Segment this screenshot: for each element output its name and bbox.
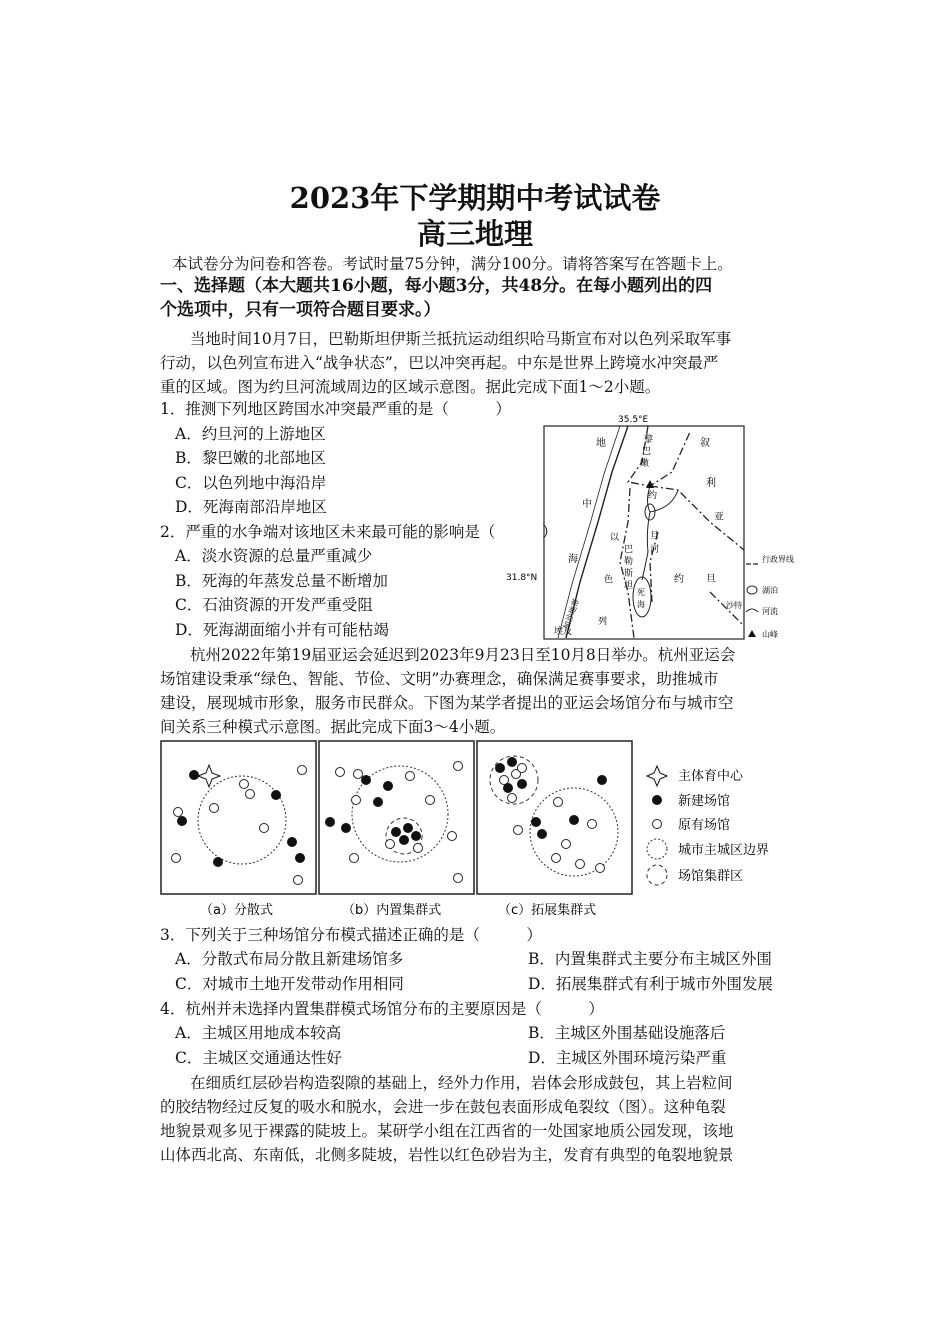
label-li: 利	[706, 478, 716, 489]
panel-b-new-venues	[325, 775, 421, 845]
label-ba: 巴	[642, 447, 652, 457]
q2-stem: 2．严重的水争端对该地区未来最可能的影响是（ ）	[160, 523, 558, 541]
passage2-line4: 间关系三种模式示意图。据此完成下面3～4小题。	[160, 718, 506, 736]
legend-main-center-label: 主体育中心	[678, 769, 744, 784]
q4-option-c: C．主城区交通通达性好	[175, 1049, 342, 1067]
label-ba2: 巴	[624, 545, 634, 555]
legend-new-venue-icon	[652, 795, 662, 805]
border-lebanon	[628, 426, 690, 486]
legend-cluster-icon	[647, 865, 667, 885]
passage1-line1: 当地时间10月7日，巴勒斯坦伊斯兰抵抗运动组织哈马斯宣布对以色列采取军事	[190, 330, 732, 348]
coastline-inner	[558, 426, 620, 638]
label-dan: 旦	[650, 531, 660, 541]
passage3-line2: 的胶结物经过反复的吸水和脱水，会进一步在鼓包表面形成龟裂纹（图）。这种龟裂	[160, 1098, 726, 1116]
passage2-line1: 杭州2022年第19届亚运会延迟到2023年9月23日至10月8日举办。杭州亚运会	[190, 646, 736, 664]
label-saudi: 沙特	[726, 601, 742, 610]
legend-border-label: 行政界线	[762, 555, 794, 564]
q4-option-a: A．主城区用地成本较高	[175, 1024, 342, 1042]
legend-old-venue-label: 原有场馆	[678, 818, 731, 833]
q1-option-c: C．以色列地中海沿岸	[175, 474, 327, 492]
legend-peak-label: 山峰	[762, 630, 778, 639]
passage1-line3: 重的区域。图为约旦河流域周边的区域示意图。据此完成下面1～2小题。	[160, 378, 661, 396]
exam-title: 2023年下学期期中考试试卷	[289, 181, 661, 215]
lon-label: 35.5°E	[618, 415, 649, 425]
q4-option-d: D．主城区外围环境污染严重	[528, 1049, 727, 1067]
caption-b: （b）内置集群式	[342, 903, 442, 918]
exam-subject: 高三地理	[416, 217, 533, 251]
q2-option-d: D．死海湖面缩小并有可能枯竭	[175, 621, 389, 639]
stadium-modes-figure	[160, 740, 800, 920]
q1-option-d: D．死海南部沿岸地区	[175, 498, 327, 516]
q4-option-b: B．主城区外围基础设施落后	[528, 1024, 726, 1042]
passage3-line4: 山体西北高、东南低，北侧多陡坡，岩性以红色砂岩为主，发育有典型的龟裂地貌景	[160, 1146, 734, 1164]
label-gaza: 加沙地带	[561, 597, 582, 631]
legend-city-boundary-label: 城市主城区边界	[678, 843, 770, 858]
label-nen: 嫩	[640, 459, 650, 469]
lat-label: 31.8°N	[506, 573, 538, 583]
legend-river-label: 河流	[762, 607, 778, 616]
label-zhong: 中	[582, 499, 592, 510]
exam-intro: 本试卷分为问卷和答卷。考试时量75分钟，满分100分。请将答案写在答题卡上。	[172, 255, 733, 273]
q3-stem: 3．下列关于三种场馆分布模式描述正确的是（ ）	[160, 926, 542, 944]
legend-city-boundary-icon	[647, 839, 667, 859]
caption-a: （a）分散式	[200, 903, 273, 918]
q3-option-c: C．对城市土地开发带动作用相同	[175, 975, 404, 993]
label-ya: 亚	[714, 512, 724, 523]
section-heading-line1: 一、选择题（本大题共16小题，每小题3分，共48分。在每小题列出的四	[160, 276, 713, 296]
label-he: 河	[650, 545, 660, 555]
legend-lake-label: 湖泊	[762, 586, 778, 595]
label-se: 色	[604, 575, 614, 585]
q1-option-a: A．约旦河的上游地区	[175, 425, 326, 443]
passage2-line3: 建设，展现城市形象，服务市民群众。下图为某学者提出的亚运会场馆分布与城市空	[160, 694, 734, 712]
label-li2: 黎	[644, 435, 654, 445]
q1-stem: 1．推测下列地区跨国水冲突最严重的是（ ）	[160, 400, 511, 418]
label-di: 地	[596, 438, 606, 449]
label-lie: 列	[598, 617, 608, 627]
passage1-line2: 行动，以色列宣布进入“战争状态”，巴以冲突再起。中东是世界上跨境水冲突最严	[160, 354, 719, 372]
legend-new-venue-label: 新建场馆	[678, 794, 731, 809]
panel-c-old-venues	[500, 764, 605, 873]
border-syria-jordan	[650, 486, 744, 550]
label-jordan1: 约	[674, 574, 684, 585]
passage3-line3: 地貌景观多见于裸露的陡坡上。某研学小组在江西省的一处国家地质公园发现，该地	[160, 1122, 734, 1140]
passage2-line2: 场馆建设秉承“绿色、智能、节俭、文明”办赛理念，确保满足赛事要求，助推城市	[160, 670, 719, 688]
q4-stem: 4．杭州并未选择内置集群模式场馆分布的主要原因是（ ）	[160, 1000, 604, 1018]
q3-option-b: B．内置集群式主要分布主城区外围	[528, 950, 772, 968]
label-le: 勒	[624, 557, 634, 567]
section-heading-line2: 个选项中，只有一项符合题目要求。）	[160, 300, 441, 320]
label-xu: 叙	[700, 438, 710, 449]
label-hai: 海	[568, 554, 578, 565]
label-tan: 坦	[624, 581, 634, 591]
label-sihai1: 死	[637, 588, 645, 597]
passage3-line1: 在细质红层砂岩构造裂隙的基础上，经外力作用，岩体会形成鼓包，其上岩粒间	[190, 1074, 733, 1092]
q3-option-a: A．分散式布局分散且新建场馆多	[175, 950, 404, 968]
q2-option-a: A．淡水资源的总量严重减少	[175, 547, 373, 565]
legend-old-venue-icon	[653, 820, 662, 829]
dead-sea	[633, 577, 651, 617]
panel-b-old-venues	[336, 762, 463, 883]
panel-a-city-boundary	[198, 776, 286, 864]
q3-option-d: D．拓展集群式有利于城市外围发展	[528, 975, 773, 993]
jordan-river-map	[500, 412, 795, 642]
label-sihai2: 海	[637, 600, 645, 609]
legend-cluster-label: 场馆集群区	[678, 869, 744, 884]
legend-lake-icon	[747, 586, 757, 594]
q2-option-c: C．石油资源的开发严重受阻	[175, 596, 373, 614]
legend-peak-icon	[748, 630, 756, 637]
panel-a-old-venues	[172, 766, 307, 885]
label-yue: 约	[648, 491, 658, 501]
label-egypt: 埃及	[554, 627, 573, 637]
panel-b	[319, 741, 474, 894]
legend-river-icon	[746, 609, 758, 612]
border-westbank	[650, 532, 658, 602]
label-yi: 以	[610, 533, 620, 543]
q1-option-b: B．黎巴嫩的北部地区	[175, 449, 326, 467]
label-jordan2: 旦	[706, 574, 716, 585]
label-si: 斯	[624, 569, 634, 579]
legend-main-center-icon	[647, 766, 667, 786]
caption-c: （c）拓展集群式	[498, 903, 597, 918]
q2-option-b: B．死海的年蒸发总量不断增加	[175, 572, 388, 590]
